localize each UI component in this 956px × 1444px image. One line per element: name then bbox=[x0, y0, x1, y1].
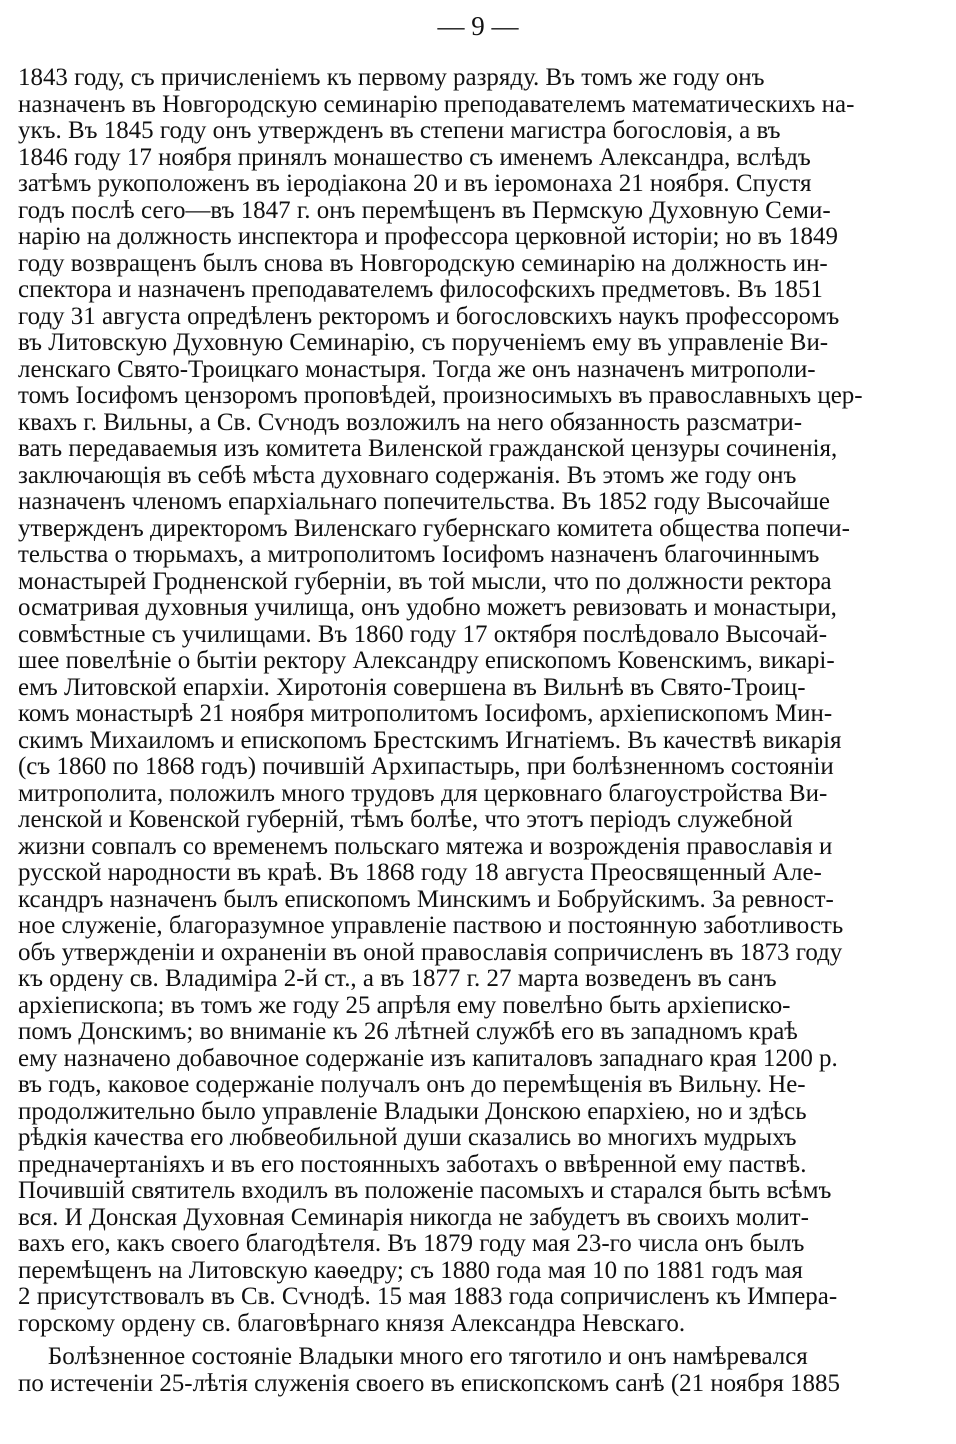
text-line: годъ послѣ сего—въ 1847 г. онъ перемѣщенъ въ Пермскую Духовную Семи- bbox=[18, 196, 831, 224]
text-line: вахъ его, какъ своего благодѣтеля. Въ 1879 году мая 23-го числа онъ былъ bbox=[18, 1230, 805, 1257]
text-line: 2 присутствовалъ въ Св. Сѵнодѣ. 15 мая 1883 года сопричисленъ къ Импера- bbox=[18, 1283, 838, 1310]
page-number: — 9 — bbox=[437, 11, 519, 41]
text-line: ему назначено добавочное содержаніе изъ капиталовъ западнаго края 1200 р. bbox=[18, 1044, 838, 1072]
text-line: нарію на должность инспектора и профессора церковной исторіи; но въ 1849 bbox=[18, 223, 838, 250]
text-line: въ Литовскую Духовную Семинарію, съ порученіемъ ему въ управленіе Ви- bbox=[18, 329, 829, 356]
text-line: емъ Литовской епархіи. Хиротонія совершена въ Вильнѣ въ Свято-Троиц- bbox=[18, 673, 806, 701]
paragraph bbox=[18, 65, 948, 1337]
text-line: тельства о тюрьмахъ, а митрополитомъ Іосифомъ назначенъ благочиннымъ bbox=[18, 541, 820, 568]
text-line: въ годъ, каковое содержаніе получалъ онъ до перемѣщенія въ Вильну. Не- bbox=[18, 1071, 806, 1098]
text-line: помъ Донскимъ; во вниманіе къ 26 лѣтней службѣ его въ западномъ краѣ bbox=[18, 1018, 798, 1045]
text-line: назначенъ членомъ епархіальнаго попечительства. Въ 1852 году Высочайше bbox=[18, 488, 830, 515]
text-line: квахъ г. Вильны, а Св. Сѵнодъ возложилъ на него обязанность разсматри- bbox=[18, 408, 803, 436]
text-line: горскому ордену св. благовѣрнаго князя Александра Невскаго. bbox=[18, 1309, 686, 1337]
text-line: по истеченіи 25-лѣтія служенія своего въ епископскомъ санѣ (21 ноября 1885 bbox=[18, 1369, 840, 1397]
text-line: ленской и Ковенской губерній, тѣмъ болѣе, что этотъ періодъ служебной bbox=[18, 806, 793, 833]
text-line: назначенъ въ Новгородскую семинарію преподавателемъ математическихъ на- bbox=[18, 90, 855, 118]
text-line: году возвращенъ былъ снова въ Новгородскую семинарію на должность ин- bbox=[18, 249, 828, 277]
text-line: ленскаго Свято-Троицкаго монастыря. Тогда же онъ назначенъ митрополи- bbox=[18, 355, 816, 383]
text-line: 1843 году, съ причисленіемъ къ первому разряду. Въ томъ же году онъ bbox=[18, 64, 765, 91]
text-line: предначертаніяхъ и въ его постоянныхъ заботахъ о ввѣренной ему паствѣ. bbox=[18, 1150, 807, 1178]
text-line: совмѣстные съ училищами. Въ 1860 году 17 октября послѣдовало Высочай- bbox=[18, 620, 828, 648]
text-line: шее повелѣніе о бытіи ректору Александру епископомъ Ковенскимъ, викарі- bbox=[18, 647, 835, 674]
text-line: спектора и назначенъ преподавателемъ философскихъ предметовъ. Въ 1851 bbox=[18, 276, 823, 303]
text-line: Болѣзненное состояніе Владыки много его тяготило и онъ намѣревался bbox=[47, 1343, 808, 1370]
text-line: вся. И Донская Духовная Семинарія никогда не забудетъ въ своихъ молит- bbox=[18, 1203, 809, 1231]
text-line: митрополита, положилъ много трудовъ для церковнаго благоустройства Ви- bbox=[18, 779, 828, 807]
text-line: монастырей Гродненской губерніи, въ той мысли, что по должности ректора bbox=[18, 567, 832, 595]
text-line: къ ордену св. Владиміра 2-й ст., а въ 1877 г. 27 марта возведенъ въ санъ bbox=[18, 965, 777, 992]
text-line: осматривая духовныя училища, онъ удобно можетъ ревизовать и монастыри, bbox=[18, 594, 837, 621]
text-line: рѣдкія качества его любвеобильной души сказались во многихъ мудрыхъ bbox=[18, 1124, 797, 1151]
text-line: жизни совпалъ со временемъ польскаго мятежа и возрожденія православія и bbox=[18, 832, 833, 860]
text-line: ное служеніе, благоразумное управленіе паствою и постоянную заботливость bbox=[18, 912, 844, 939]
text-line: Почившій святитель входилъ въ положеніе пасомыхъ и старался быть всѣмъ bbox=[18, 1177, 832, 1204]
text-line: ксандръ назначенъ былъ епископомъ Минскимъ и Бобруйскимъ. За ревност- bbox=[18, 885, 834, 913]
text-line: затѣмъ рукоположенъ въ іеродіакона 20 и въ іеромонаха 21 ноября. Спустя bbox=[18, 170, 812, 197]
text-line: архіепископа; въ томъ же году 25 апрѣля ему повелѣно быть архіеписко- bbox=[18, 991, 791, 1019]
text-line: русской народности въ краѣ. Въ 1868 году 18 августа Преосвященный Але- bbox=[18, 859, 822, 886]
text-line: (съ 1860 по 1868 годъ) почившій Архипастырь, при болѣзненномъ состояніи bbox=[18, 753, 834, 780]
body-text bbox=[18, 65, 948, 1397]
text-line: перемѣщенъ на Литовскую каѳедру; съ 1880 года мая 10 по 1881 годъ мая bbox=[18, 1256, 803, 1284]
text-line: комъ монастырѣ 21 ноября митрополитомъ Іосифомъ, архіепископомъ Мин- bbox=[18, 700, 833, 727]
text-line: укъ. Въ 1845 году онъ утвержденъ въ степени магистра богословія, а въ bbox=[18, 117, 781, 144]
text-line: объ утвержденіи и охраненіи въ оной православія сопричисленъ въ 1873 году bbox=[18, 938, 843, 966]
paragraph bbox=[18, 1344, 948, 1397]
text-line: скимъ Михаиломъ и епископомъ Брестскимъ Игнатіемъ. Въ качествѣ викарія bbox=[18, 726, 842, 754]
text-line: 1846 году 17 ноября принялъ монашество съ именемъ Александра, вслѣдъ bbox=[18, 143, 811, 171]
text-line: году 31 августа опредѣленъ ректоромъ и богословскихъ наукъ профессоромъ bbox=[18, 302, 840, 330]
text-line: утвержденъ директоромъ Виленскаго губернскаго комитета общества попечи- bbox=[18, 514, 850, 542]
text-line: томъ Іосифомъ цензоромъ проповѣдей, произносимыхъ въ православныхъ цер- bbox=[18, 382, 863, 409]
text-line: вать передаваемыя изъ комитета Виленской гражданской цензуры сочиненія, bbox=[18, 435, 838, 462]
text-line: продолжительно было управленіе Владыки Донскою епархіею, но и здѣсь bbox=[18, 1097, 807, 1125]
text-line: заключающія въ себѣ мѣста духовнаго содержанія. Въ этомъ же году онъ bbox=[18, 461, 797, 489]
